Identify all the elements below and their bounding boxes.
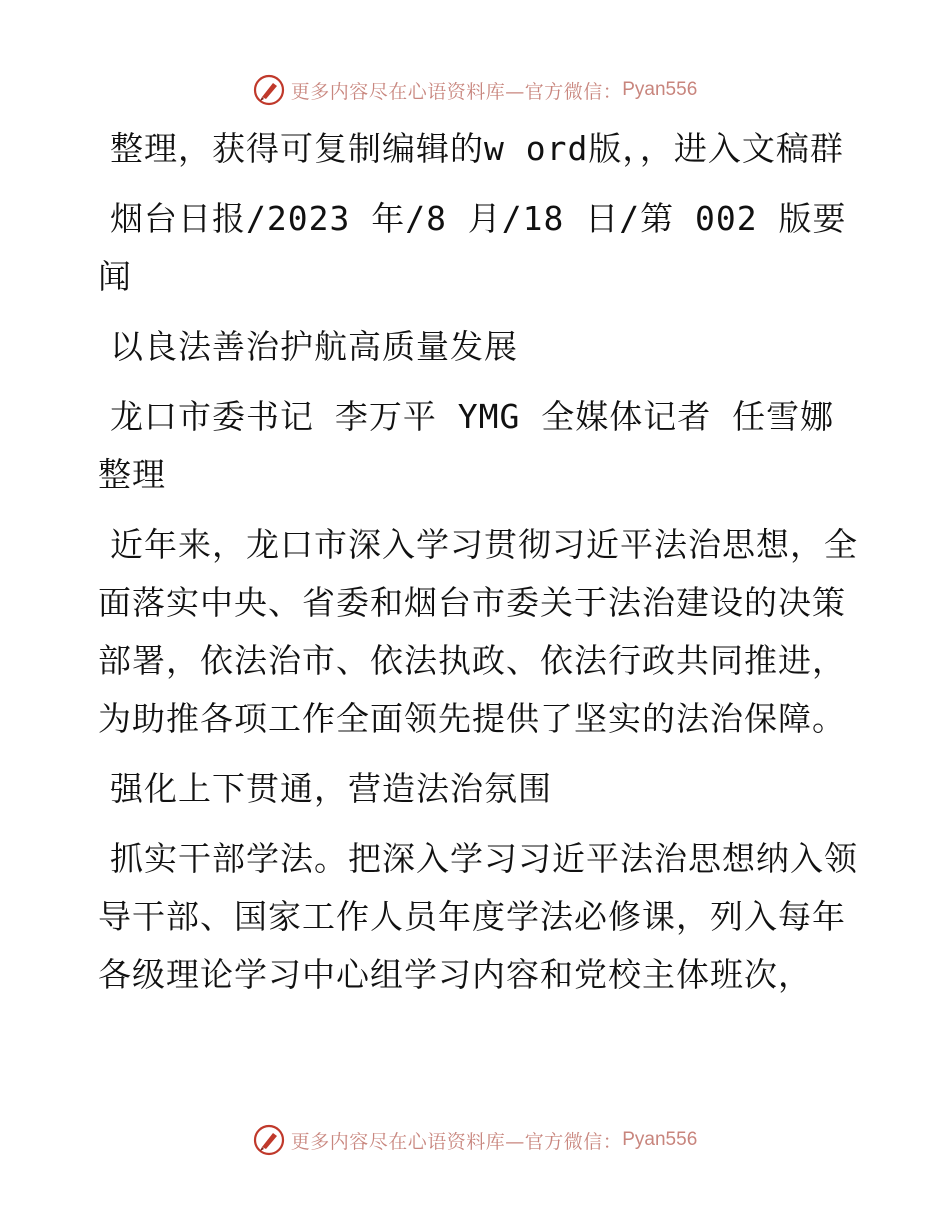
watermark-wechat-id: Pyan556 (622, 1129, 698, 1150)
article-headline: 以良法善治护航高质量发展 (110, 327, 518, 366)
watermark-text: 更多内容尽在心语资料库—官方微信： (290, 1130, 623, 1153)
footer-watermark (0, 1120, 950, 1160)
watermark-wechat-id: Pyan556 (622, 79, 698, 100)
intro-paragraph: 整理，获得可复制编辑的w ord版，，进入文稿群 (110, 129, 844, 168)
body-paragraph-1: 近年来，龙口市深入学习贯彻习近平法治思想，全面落实中央、省委和烟台市委关于法治建设的决策部署，依法治市、依法执政、依法行政共同推进，为助推各项工作全面领先提供了坚实的法治保障。 (98, 525, 858, 738)
author-line: 龙口市委书记 李万平 YMG 全媒体记者 任雪娜整理 (98, 397, 835, 494)
header-watermark (0, 70, 950, 110)
source-line: 烟台日报/2023 年/8 月/18 日/第 002 版要闻 (98, 199, 847, 296)
body-paragraph-2: 抓实干部学法。把深入学习习近平法治思想纳入领导干部、国家工作人员年度学法必修课，列入每年各级理论学习中心组学习内容和党校主体班次， (98, 839, 858, 994)
pen-logo-icon (253, 74, 285, 106)
section-subheading: 强化上下贯通，营造法治氛围 (110, 769, 552, 808)
document-body (98, 120, 858, 1004)
watermark-text: 更多内容尽在心语资料库—官方微信： (290, 80, 623, 103)
pen-logo-icon (253, 1124, 285, 1156)
